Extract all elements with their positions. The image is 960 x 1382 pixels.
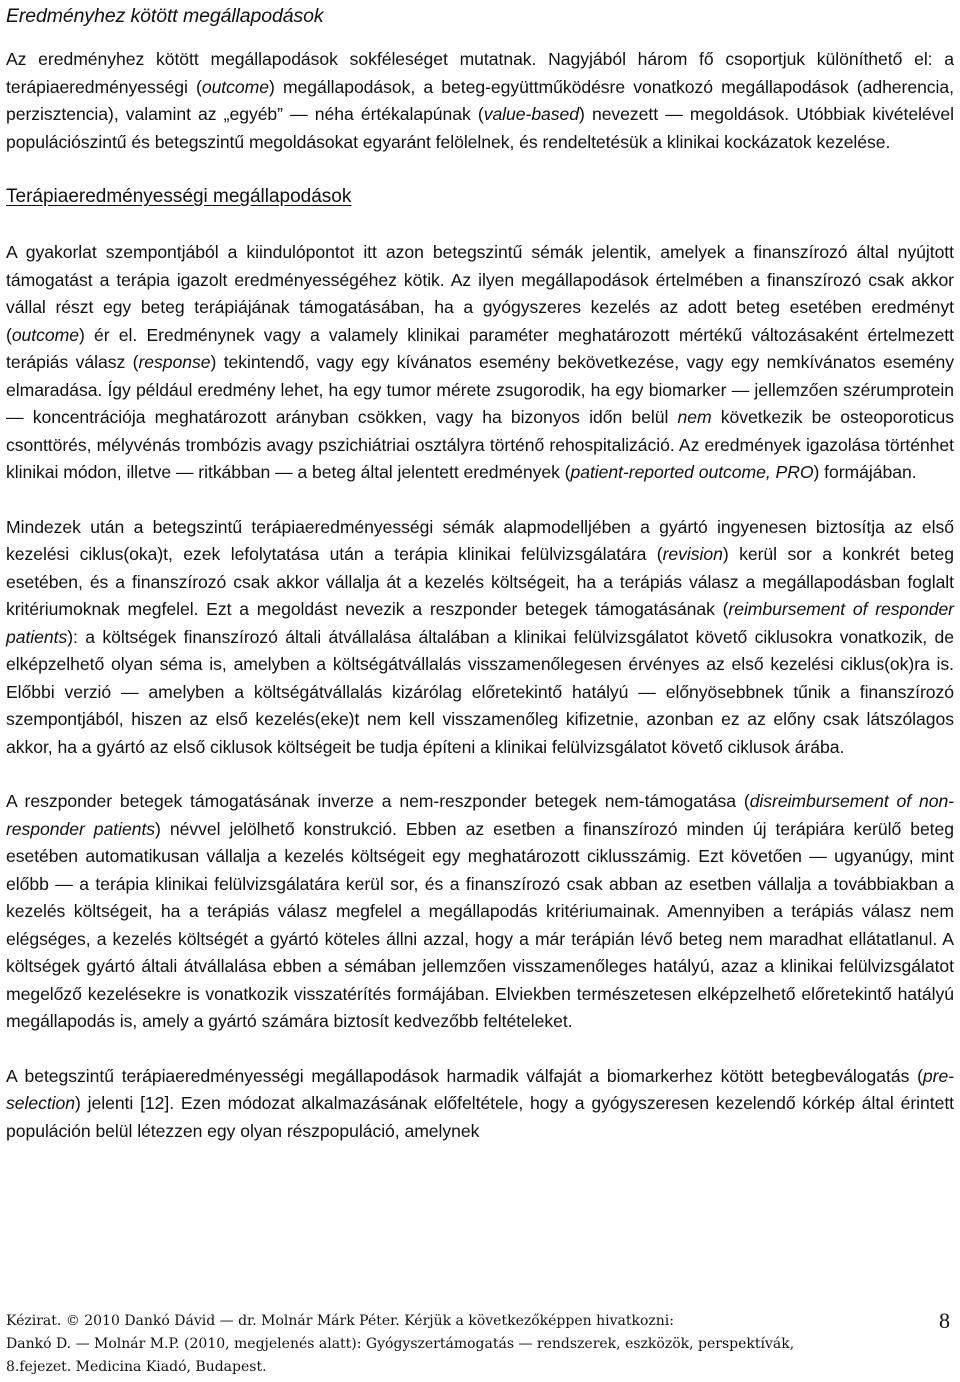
- intro-text-1: Az eredményhez kötött megállapodások sokféleséget mutatnak. Nagyjából három fő csoportjuk különíthető el: a terápiaeredményességi (: [6, 49, 954, 97]
- intro-text-2: ) megállapodások, a beteg-együttműködésre vonatkozó megállapodások (adherencia, perzisztencia), valamint az „egyéb” — néha értékalapúnak (: [6, 76, 954, 124]
- p3-text-2: ) névvel jelölhető konstrukció. Ebben az esetben a finanszírozó minden új terápiára kerülő beteg esetében automatikusan vállalja a kezelés költségeit egy meghatározott ciklusszámig. Ezt követően — ugyanúgy, mint előbb — a terápia klinikai felülvizsgálatára kerül sor, és a finanszírozó csak abban az esetben vállalja a továbbiakban a kezelés költségeit, ha a terápiás válasz megfelel a megállapodás kritériumainak. Amennyiben a terápiás válasz nem elégséges, a kezelés költségét a gyártó köteles állni azzal, hogy a már terápián lévő beteg nem maradhat ellátatlanul. A költségek gyártó általi átvállalása ebben a sémában jellemzően visszamenőleges hatályú, azaz a klinikai felülvizsgálatot megelőző kezelésekre is vonatkozik visszatérítés formájában. Elviekben természetesen elképzelhető előretekintő hatályú megállapodás is, amely a gyártó számára biztosít kedvezőbb feltételeket.: [6, 818, 954, 1031]
- p2-text-1: Mindezek után a betegszintű terápiaeredményességi sémák alapmodelljében a gyártó ingyenesen biztosítja az első kezelési ciklus(oka)t, ezek lefolytatása után a terápia klinikai felülvizsgálatára (: [6, 516, 954, 564]
- p3-italic-disreimbursement: disreimbursement of non-responder patients: [6, 791, 954, 839]
- p4-text-1: A betegszintű terápiaeredményességi megállapodások harmadik válfaját a biomarkerhez kötött betegbeválogatás (: [6, 1065, 923, 1086]
- p1-italic-response: response: [138, 352, 211, 372]
- p1-text-4: következik be osteoporoticus csonttörés, mélyvénás trombózis avagy pszichiátriai osztályra történő rehospitalizáció. Az eredmények igazolása történhet klinikai módon, illetve — ritkábban — a beteg által jelentett eredmények (: [6, 407, 954, 482]
- p1-text-2: ) ér el. Eredménynek vagy a valamely klinikai paraméter meghatározott mértékű változásaként értelmezett terápiás válasz (: [6, 324, 954, 372]
- page-number: 8: [939, 1308, 950, 1333]
- p1-italic-outcome: outcome: [11, 324, 79, 345]
- intro-italic-value-based: value-based: [483, 104, 580, 124]
- p3-text-1: A reszponder betegek támogatásának inverze a nem-reszponder betegek nem-támogatása (: [6, 791, 750, 811]
- paragraph-3: [6, 788, 954, 1036]
- p1-text-1: A gyakorlat szempontjából a kiindulópontot itt azon betegszintű sémák jelentik, amelyek a finanszírozó által nyújtott támogatást a terápia igazolt eredményességéhez kötik. Az ilyen megállapodások értelmében a finanszírozó csak akkor vállal részt egy beteg terápiájának támogatásában, ha a gyógyszeres kezelés az adott beteg esetében eredményt (: [6, 242, 954, 345]
- intro-paragraph: [6, 46, 954, 156]
- intro-italic-outcome: outcome: [201, 76, 269, 97]
- p4-italic-pre-selection: pre-selection: [6, 1065, 954, 1113]
- footer-publisher-line: 8.fejezet. Medicina Kiadó, Budapest.: [6, 1359, 267, 1375]
- page-footer: [6, 1310, 954, 1379]
- p1-text-3: ) tekintendő, vagy egy kívánatos esemény bekövetkezése, vagy egy nemkívánatos esemény elmaradása. Így például eredmény lehet, ha egy tumor mérete zsugorodik, ha egy biomarker — jellemzően szérumprotein — koncentrációja meghatározott arányban csökken, vagy ha bizonyos időn belül: [6, 352, 955, 427]
- p2-text-3: ): a költségek finanszírozó általi átvállalása általában a klinikai felülvizsgálatot követő ciklusokra vonatkozik, de elképzelhető olyan séma is, amelyben a költségátvállalás visszamenőlegesen érvényes az első kezelési ciklus(ok)ra is. Előbbi verzió — amelyben a költségátvállalás kizárólag előretekintő hatályú — előnyösebbnek tűnik a finanszírozó szempontjából, hiszen az első kezelés(eke)t nem kell visszamenőleg kifizetnie, azonban ez az előny csak látszólagos akkor, ha a gyártó az első ciklusok költségeit be tudja építeni a klinikai felülvizsgálatot követő ciklusok árába.: [6, 626, 954, 757]
- subheading-outcome-agreements: Terápiaeredményességi megállapodások: [6, 186, 352, 207]
- p2-italic-reimbursement: reimbursement of responder patients: [6, 599, 954, 647]
- p1-text-5: ) formájában.: [813, 462, 917, 482]
- p2-italic-revision: revision: [662, 544, 723, 564]
- paragraph-1: [6, 239, 954, 487]
- footer-citation-line: Dankó D. — Molnár M.P. (2010, megjelenés alatt): Gyógyszertámogatás — rendszerek, eszközök, perspektívák,: [6, 1336, 795, 1352]
- p1-italic-nem: nem: [677, 407, 712, 427]
- p2-text-2: ) kerül sor a konkrét beteg esetében, és a finanszírozó csak akkor vállalja át a kezelés költségeit, ha a terápiás válasz a megállapodásban foglalt kritériumoknak megfelel. Ezt a megoldást nevezik a reszponder betegek támogatásának (: [6, 544, 954, 619]
- p1-italic-pro: patient-reported outcome, PRO: [570, 462, 814, 482]
- footer-copyright-line: Kézirat. © 2010 Dankó Dávid — dr. Molnár Márk Péter. Kérjük a következőképpen hivatkozni:: [6, 1313, 674, 1329]
- p4-text-2: ) jelenti [12]. Ezen módozat alkalmazásának előfeltétele, hogy a gyógyszeresen kezelendő kórkép által érintett populáción belül létezzen egy olyan részpopuláció, amelynek: [6, 1093, 954, 1141]
- section-title: Eredményhez kötött megállapodások: [6, 5, 324, 27]
- paragraph-2: [6, 514, 954, 762]
- paragraph-4: [6, 1063, 954, 1146]
- intro-text-3: ) nevezett — megoldások. Utóbbiak kivételével populációszintű és betegszintű megoldásokat egyaránt felölelnek, és rendeltetésük a klinikai kockázatok kezelése.: [6, 104, 954, 152]
- document-page: [6, 0, 954, 1145]
